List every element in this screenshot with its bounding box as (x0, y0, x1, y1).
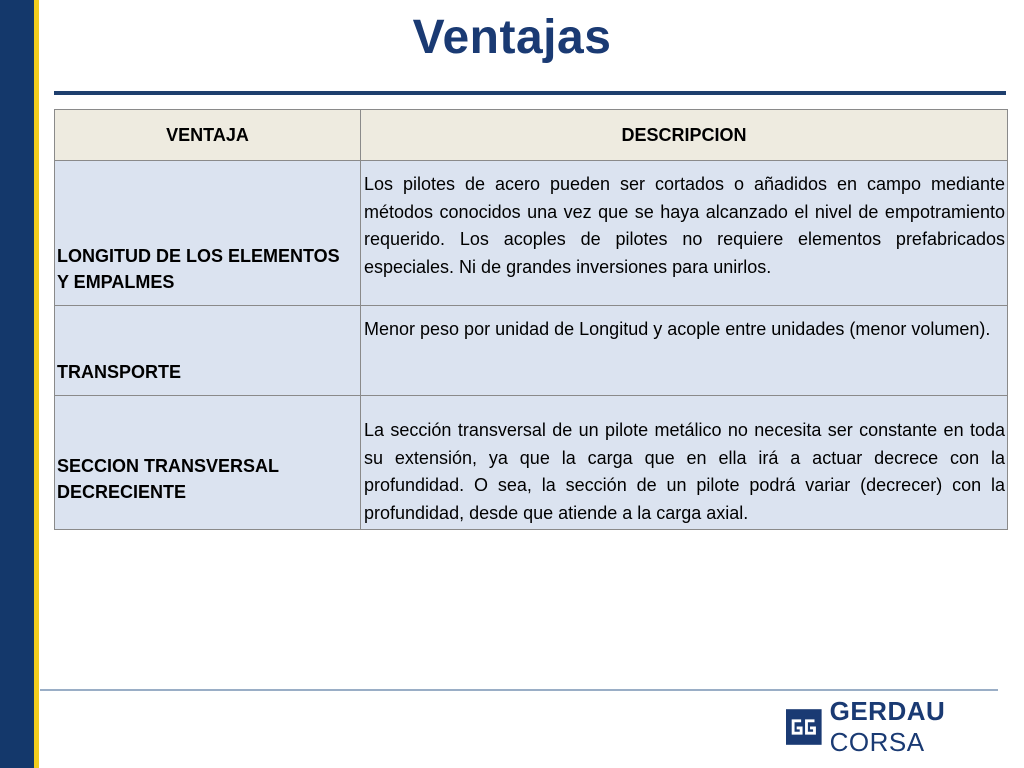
brand-name: GERDAU CORSA (829, 696, 946, 757)
advantages-table (54, 109, 1008, 530)
gerdau-corsa-logo (786, 696, 1024, 757)
advantage-name: SECCION TRANSVERSAL DECRECIENTE (55, 396, 361, 530)
table-row (55, 161, 1008, 306)
advantage-name: TRANSPORTE (55, 306, 361, 396)
column-header-descripcion: DESCRIPCION (361, 110, 1008, 161)
gerdau-logo-mark-icon (786, 707, 822, 747)
table-row (55, 396, 1008, 530)
advantage-name: LONGITUD DE LOS ELEMENTOS Y EMPALMES (55, 161, 361, 306)
table-row (55, 306, 1008, 396)
table-header-row (55, 110, 1008, 161)
advantage-description: Menor peso por unidad de Longitud y acople entre unidades (menor volumen). (361, 306, 1008, 396)
slide-title: Ventajas (412, 11, 612, 64)
advantage-description: La sección transversal de un pilote metálico no necesita ser constante en toda su extensión, ya que la carga que en ella irá a actuar decrece con la profundidad. O sea, la sección de un pilote podrá variar (decrecer) con la profundidad, desde que atiende a la carga axial. (361, 396, 1008, 530)
column-header-ventaja: VENTAJA (55, 110, 361, 161)
advantage-description: Los pilotes de acero pueden ser cortados o añadidos en campo mediante métodos conocidos una vez que se haya alcanzado el nivel de empotramiento requerido. Los acoples de pilotes no requiere elementos prefabricados especiales. Ni de grandes inversiones para unirlos. (361, 161, 1008, 306)
footer-divider (40, 689, 998, 691)
title-divider (54, 91, 1006, 95)
side-band (0, 0, 34, 768)
side-accent-stripe (34, 0, 39, 768)
